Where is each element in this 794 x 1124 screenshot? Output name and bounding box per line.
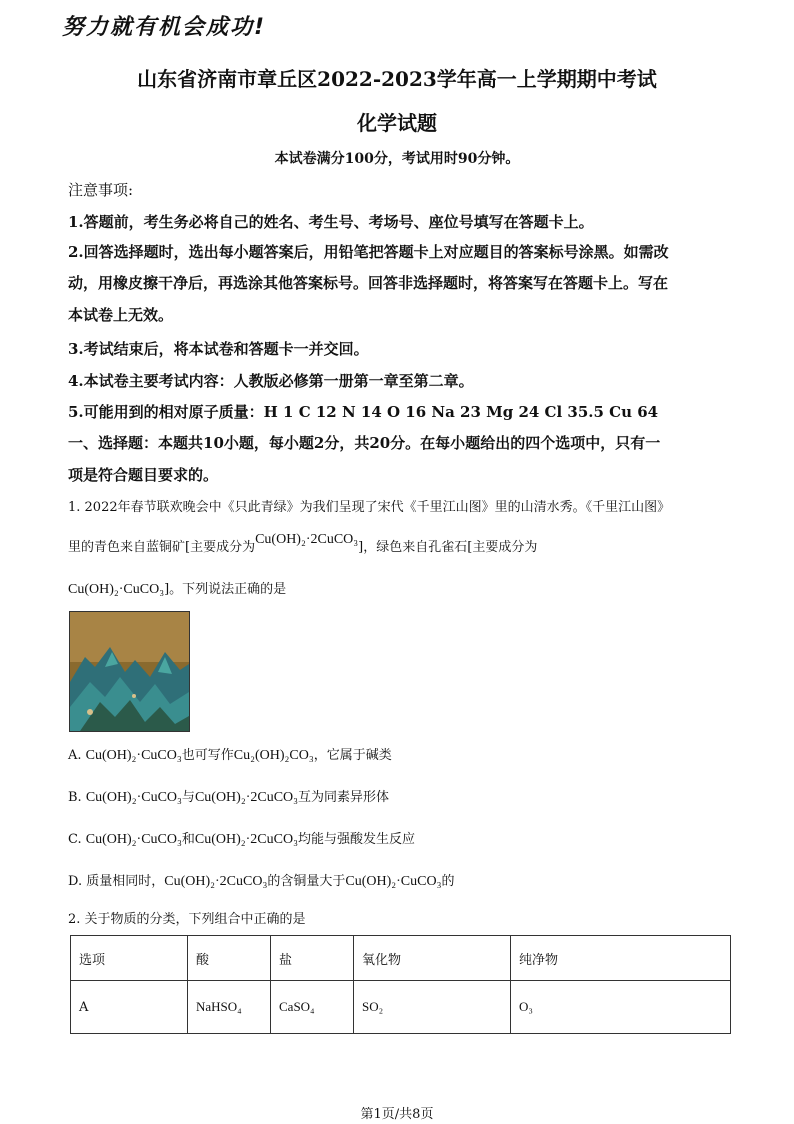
q1-option-d: D. 质量相同时，Cu(OH)₂·2CuCO₃的含铜量大于Cu(OH)₂·CuCO₃的	[68, 874, 455, 889]
table-cell: SO₂	[354, 981, 511, 1034]
note-4: 4.本试卷主要考试内容：人教版必修第一册第一章至第二章。	[68, 372, 474, 390]
table-row	[71, 981, 731, 1034]
q2-stem: 2. 关于物质的分类，下列组合中正确的是	[68, 912, 306, 927]
table-header: 纯净物	[511, 936, 731, 981]
section-heading-2: 项是符合题目要求的。	[68, 466, 219, 484]
note-2c: 本试卷上无效。	[68, 306, 174, 324]
section-heading-1: 一、选择题：本题共10小题，每小题2分，共20分。在每小题给出的四个选项中，只有一	[68, 434, 661, 452]
note-2b: 动，用橡皮擦干净后，再选涂其他答案标号。回答非选择题时，将答案写在答题卡上。写在	[68, 274, 669, 292]
table-cell: NaHSO₄	[188, 981, 271, 1034]
note-5: 5.可能用到的相对原子质量：H 1 C 12 N 14 O 16 Na 23 Mg 24 Cl 35.5 Cu 64	[68, 403, 659, 421]
notes-heading: 注意事项:	[68, 181, 134, 199]
note-1: 1.答题前，考生务必将自己的姓名、考生号、考场号、座位号填写在答题卡上。	[68, 213, 594, 231]
q1-stem-2: 里的青色来自蓝铜矿[主要成分为Cu(OH)₂·2CuCO₃]，绿色来自孔雀石[主要成分为	[68, 532, 538, 555]
table-cell: O₃	[511, 981, 731, 1034]
table-header: 酸	[188, 936, 271, 981]
note-2a: 2.回答选择题时，选出每小题答案后，用铅笔把答题卡上对应题目的答案标号涂黑。如需改	[68, 243, 669, 261]
formula-azurite: Cu(OH)₂·2CuCO₃	[255, 532, 359, 547]
note-3: 3.考试结束后，将本试卷和答题卡一并交回。	[68, 340, 369, 358]
subject-title: 化学试题	[357, 111, 437, 135]
q1-option-c: C. Cu(OH)₂·CuCO₃和Cu(OH)₂·2CuCO₃均能与强酸发生反应	[68, 832, 415, 847]
formula-malachite: Cu(OH)₂·CuCO₃	[68, 582, 165, 597]
q1-stem-3: Cu(OH)₂·CuCO₃]。下列说法正确的是	[68, 582, 287, 597]
classification-table	[70, 935, 731, 1034]
table-header: 选项	[71, 936, 188, 981]
q1-option-b: B. Cu(OH)₂·CuCO₃与Cu(OH)₂·2CuCO₃互为同素异形体	[68, 790, 390, 805]
q1-stem-1: 1. 2022年春节联欢晚会中《只此青绿》为我们呈现了宋代《千里江山图》里的山清水秀。《千里江山图》	[68, 500, 671, 515]
exam-title: 山东省济南市章丘区2022-2023学年高一上学期期中考试	[137, 67, 657, 91]
landscape-painting-image	[69, 611, 190, 732]
q1-option-a: A. Cu(OH)₂·CuCO₃也可写作Cu₂(OH)₂CO₃，它属于碱类	[68, 748, 392, 763]
exam-info: 本试卷满分100分，考试用时90分钟。	[274, 151, 520, 167]
page-number: 第1页/共8页	[360, 1107, 434, 1122]
table-cell: CaSO₄	[271, 981, 354, 1034]
motto: 努力就有机会成功!	[62, 15, 267, 40]
table-header: 氧化物	[354, 936, 511, 981]
table-cell: A	[71, 981, 188, 1034]
table-header: 盐	[271, 936, 354, 981]
table-header-row	[71, 936, 731, 981]
